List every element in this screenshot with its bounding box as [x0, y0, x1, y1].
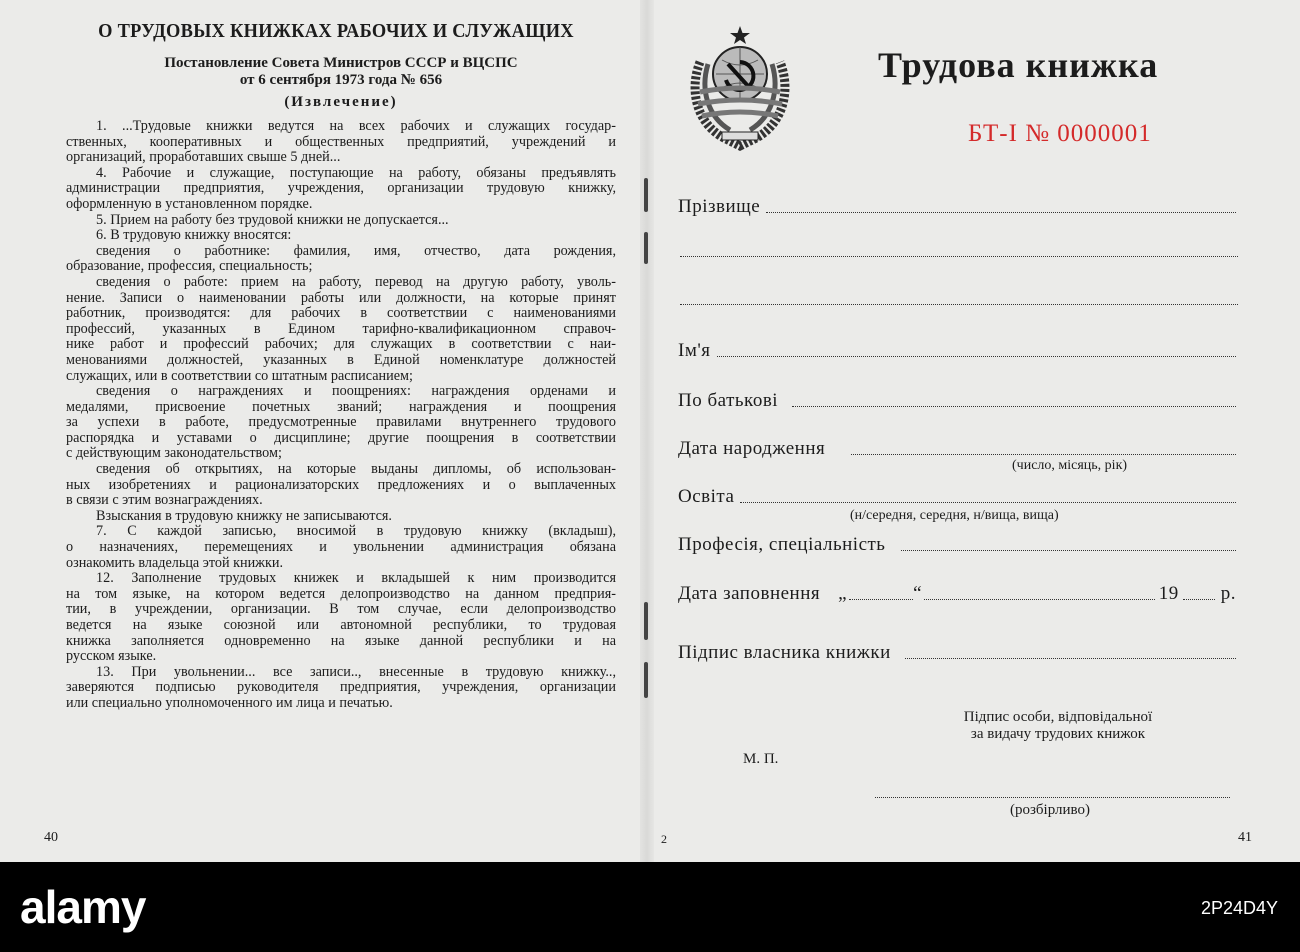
- stock-footer: [0, 862, 1300, 952]
- decree-extract-label: (Извлечение): [284, 94, 398, 110]
- decree-text-line: 12. Заполнение трудовых книжек и вкладышей к ним производится: [96, 571, 616, 587]
- decree-text-line: книжка заполняется одновременно на языке данной республики и на: [66, 633, 616, 649]
- decree-text-line: 1. ...Трудовые книжки ведутся на всех рабочих и служащих государ-: [96, 119, 616, 134]
- decree-text-line: организаций, проработавших свыше 5 дней...: [66, 150, 341, 166]
- decree-text-line: распорядка и уставами о дисциплине; другие поощрения в соответствии: [66, 430, 616, 446]
- decree-text-line: 6. В трудовую книжку вносятся:: [96, 228, 292, 244]
- decree-text-line: на том языке, на котором ведется делопроизводство на данном предприя-: [66, 586, 616, 602]
- alamy-logo: alamy: [20, 881, 146, 933]
- field-patronymic[interactable]: [678, 390, 1236, 412]
- responsible-label-1: Підпис особи, відповідальної: [963, 709, 1153, 725]
- close-quote: “: [913, 583, 922, 604]
- decree-text-line: или специально уполномоченного им лица и печатью.: [66, 695, 393, 711]
- month-blank[interactable]: [924, 598, 1155, 600]
- decree-text-line: 4. Рабочие и служащие, поступающие на работу, обязаны предъявлять: [96, 165, 616, 181]
- education-hint: (н/середня, середня, н/вища, вища): [850, 508, 1059, 523]
- field-surname-line-2[interactable]: [680, 242, 1238, 262]
- field-label: По батькові: [678, 390, 779, 411]
- blank-line: [717, 355, 1236, 357]
- decree-text-line: заверяются подписью руководителя предприятия, учреждения, организации: [66, 680, 616, 696]
- responsible-label-2: за видачу трудових книжок: [970, 726, 1146, 742]
- decree-text-line: оформленную в установленном порядке.: [66, 196, 313, 212]
- page-number-center: 2: [661, 832, 667, 846]
- decree-text-line: ственных, кооперативных и общественных предприятий, учреждений и: [66, 134, 616, 150]
- field-surname[interactable]: [678, 196, 1236, 218]
- field-fill-date[interactable]: [678, 583, 1236, 605]
- legibly-label: (розбірливо): [1010, 802, 1091, 818]
- decree-text-line: о назначениях, перемещениях и увольнении администрация обязана: [66, 540, 616, 556]
- year-blank[interactable]: [1183, 598, 1215, 600]
- decree-text-line: нике работ и профессий рабочих; для служащих в соответствии с наи-: [66, 337, 616, 353]
- decree-text-line: Взыскания в трудовую книжку не записываются.: [96, 508, 392, 524]
- decree-text-line: образование, профессия, специальность;: [66, 259, 313, 275]
- decree-text-line: медалями, присвоение почетных званий; награждения и поощрения: [66, 399, 616, 415]
- decree-text-line: ведется на языке союзной или автономной республики, то трудовая: [66, 618, 616, 633]
- serial-number: БТ-І № 0000001: [968, 120, 1152, 147]
- decree-text-line: профессий, указанных в Едином тарифно-квалификационном справоч-: [66, 321, 616, 337]
- year-suffix: р.: [1220, 583, 1236, 604]
- page-number-right: 41: [1238, 830, 1252, 845]
- decree-text-line: служащих, или в соответствии со штатным расписанием;: [66, 368, 413, 384]
- blank-line: [766, 211, 1236, 213]
- blank-line: [680, 255, 1238, 257]
- decree-date: от 6 сентября 1973 года № 656: [239, 72, 443, 88]
- blank-line: [740, 501, 1236, 503]
- decree-text-line: русском языке.: [66, 649, 157, 665]
- decree-title: О ТРУДОВЫХ КНИЖКАХ РАБОЧИХ И СЛУЖАЩИХ: [98, 20, 574, 42]
- blank-line: [680, 303, 1238, 305]
- decree-text-line: за успехи в работе, предусмотренные правилами внутреннего трудового: [66, 415, 616, 431]
- decree-text-line: менованиями должностей, указанных в Единой номенклатуре должностей: [66, 352, 616, 368]
- decree-text-line: ных изобретениях и рационализаторских предложениях и о выплаченных: [66, 477, 616, 493]
- field-label: Прізвище: [678, 196, 761, 217]
- field-surname-line-3[interactable]: [680, 290, 1238, 310]
- decree-text-line: 7. С каждой записью, вносимой в трудовую книжку (вкладыш),: [96, 524, 616, 540]
- responsible-signature-line[interactable]: [875, 797, 1230, 798]
- decree-text-line: в связи с этим вознаграждениях.: [66, 493, 263, 509]
- field-profession[interactable]: [678, 534, 1236, 556]
- field-label: Дата народження: [678, 438, 826, 459]
- decree-text-line: 13. При увольнении... все записи.., внесенные в трудовую книжку..,: [96, 664, 616, 680]
- decree-text-line: 5. Прием на работу без трудовой книжки не допускается...: [96, 212, 449, 228]
- decree-text-line: тии, в учреждении, организации. В том случае, если делопроизводство: [66, 602, 616, 618]
- decree-text-line: сведения о награждениях и поощрениях: награждения орденами и: [96, 384, 616, 400]
- book-title: Трудова книжка: [878, 45, 1159, 85]
- field-name[interactable]: [678, 340, 1236, 362]
- decree-text-line: сведения о работнике: фамилия, имя, отчество, дата рождения,: [96, 243, 616, 259]
- blank-line: [851, 453, 1236, 455]
- field-owner-signature[interactable]: [678, 642, 1236, 664]
- field-label: Освіта: [678, 486, 735, 507]
- decree-text-line: ознакомить владельца этой книжки.: [66, 555, 284, 571]
- field-label: Підпис власника книжки: [678, 642, 891, 663]
- decree-text-line: сведения о работе: прием на работу, перевод на другую работу, уволь-: [96, 274, 616, 290]
- image-code: 2P24D4Y: [1200, 898, 1278, 918]
- field-education[interactable]: [678, 486, 1236, 508]
- day-blank[interactable]: [849, 598, 913, 600]
- blank-line: [905, 657, 1236, 659]
- decree-text-line: с действующим законодательством;: [66, 446, 282, 462]
- birth-date-hint: (число, місяць, рік): [1012, 458, 1128, 473]
- ussr-emblem-icon: [680, 22, 800, 152]
- blank-line: [901, 549, 1236, 551]
- decree-text-line: администрации предприятия, учреждения, организации трудовую книжку,: [66, 181, 616, 197]
- blank-line: [792, 405, 1236, 407]
- decree-text-line: работник, производятся: для рабочих в соответствии с наименованиями: [66, 306, 616, 322]
- open-quote: „: [838, 583, 848, 604]
- field-label: Дата заповнення: [678, 583, 821, 604]
- field-label: Професія, спеціальність: [678, 534, 886, 555]
- decree-text-line: сведения об открытиях, на которые выданы дипломы, об использован-: [96, 462, 616, 478]
- field-birth-date[interactable]: [678, 438, 1236, 460]
- page-number-left: 40: [44, 830, 58, 845]
- stamp-place: М. П.: [743, 751, 779, 767]
- decree-subtitle: Постановление Совета Министров СССР и ВЦСПС: [164, 55, 518, 71]
- field-label: Ім'я: [678, 340, 711, 361]
- year-century: 19: [1158, 583, 1179, 604]
- decree-text-line: нение. Записи о наименовании работы или должности, на которые принят: [66, 290, 616, 306]
